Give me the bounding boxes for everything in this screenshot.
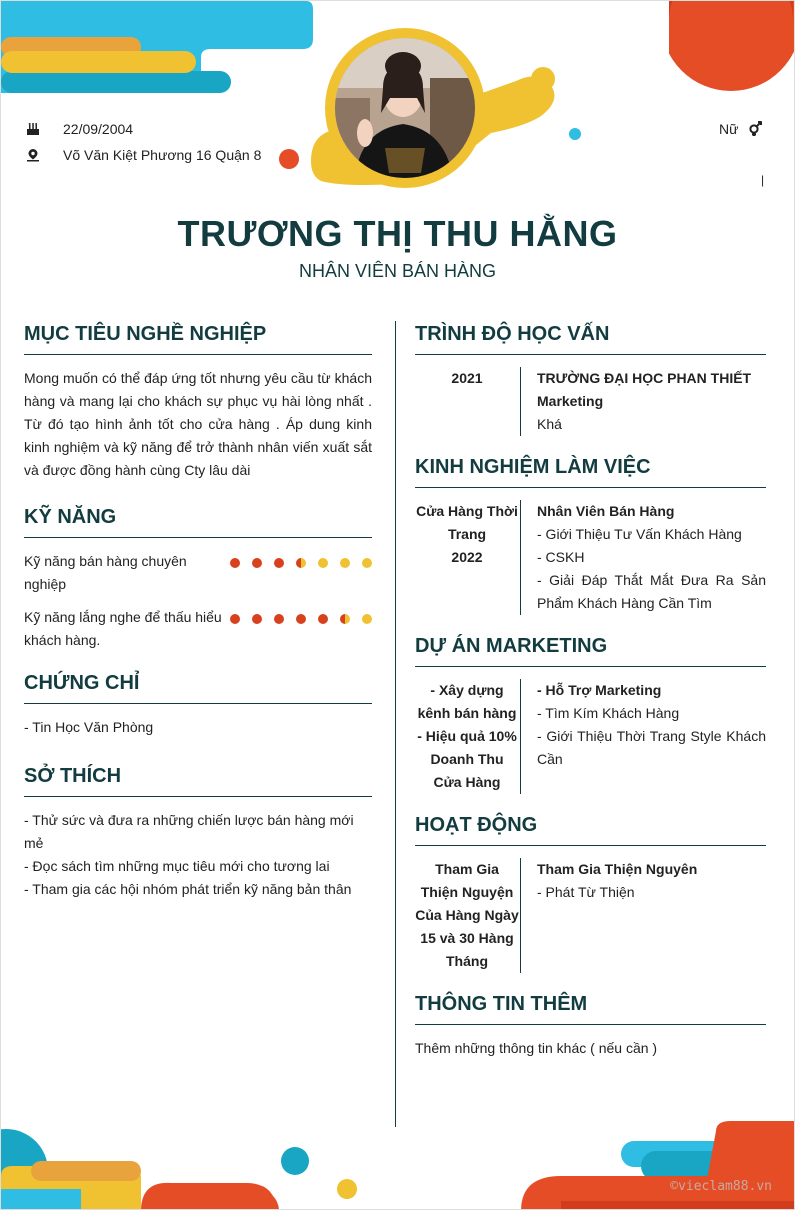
school-name: TRƯỜNG ĐẠI HỌC PHAN THIẾT bbox=[537, 370, 752, 386]
project-left bbox=[415, 679, 519, 794]
section-title: KINH NGHIỆM LÀM VIỆC bbox=[415, 456, 766, 488]
entry-divider bbox=[520, 858, 521, 973]
entry-divider bbox=[520, 500, 521, 615]
skill-label: Kỹ năng lắng nghe để thấu hiểu khách hàng. bbox=[24, 609, 222, 648]
hobbies-section bbox=[24, 765, 372, 901]
rating-dot bbox=[274, 558, 284, 568]
rating-dot bbox=[252, 614, 262, 624]
left-column bbox=[24, 323, 372, 917]
certificates-section bbox=[24, 672, 372, 739]
objective-text: Mong muốn có thể đáp ứng tốt nhưng yêu cầu từ khách hàng và mang lại cho khách sự phục vụ hài lòng nhất . Từ đó tạo hình ảnh tốt cho cửa hàng . Áp dung kinh kinh nghiệm và kỹ năng để trở thành nhân viến xuất sắt và được đồng hành cùng Cty lâu dài bbox=[24, 370, 372, 478]
project-left-line: - Hiệu quả 10% Doanh Thu Cửa Hàng bbox=[417, 728, 517, 790]
rating-dot bbox=[296, 558, 306, 568]
experience-line: - Giới Thiệu Tư Vấn Khách Hàng bbox=[537, 526, 742, 542]
project-line: - Giới Thiệu Thời Trang Style Khách Cần bbox=[537, 728, 766, 767]
experience-line: - Giải Đáp Thắt Mắt Đưa Ra Sản Phẩm Khách Hàng Cần Tìm bbox=[537, 572, 766, 611]
bottom-left-decoration bbox=[1, 1121, 371, 1210]
skill-rating bbox=[230, 606, 372, 652]
gender-value: Nữ bbox=[719, 121, 739, 137]
section-title: CHỨNG CHỈ bbox=[24, 672, 372, 704]
activity-details bbox=[537, 858, 766, 973]
activity-left: Tham Gia Thiện Nguyện Của Hàng Ngày 15 và 30 Hàng Tháng bbox=[415, 861, 519, 969]
rating-dot bbox=[340, 614, 350, 624]
gender-icon bbox=[748, 121, 764, 137]
project-heading: - Hỗ Trợ Marketing bbox=[537, 682, 662, 698]
projects-section bbox=[415, 635, 766, 794]
right-column bbox=[415, 323, 766, 1060]
extra-info-row bbox=[761, 173, 764, 187]
rating-dot bbox=[252, 558, 262, 568]
gender-row bbox=[719, 121, 764, 137]
project-entry bbox=[415, 679, 766, 794]
project-line: - Tìm Kím Khách Hàng bbox=[537, 705, 680, 721]
rating-dot bbox=[362, 558, 372, 568]
position: Nhân Viên Bán Hàng bbox=[537, 503, 675, 519]
education-section bbox=[415, 323, 766, 436]
skills-section bbox=[24, 506, 372, 652]
rating-dot bbox=[230, 614, 240, 624]
person-photo-icon bbox=[335, 38, 475, 178]
rating-dot bbox=[318, 614, 328, 624]
skill-item bbox=[24, 550, 372, 596]
birthday-value: 22/09/2004 bbox=[63, 121, 134, 137]
location-icon bbox=[25, 147, 41, 163]
skill-item bbox=[24, 606, 372, 652]
profile-photo bbox=[325, 28, 485, 188]
birthday-row bbox=[25, 121, 133, 137]
grade: Khá bbox=[537, 416, 562, 432]
certificate-item: - Tin Học Văn Phòng bbox=[24, 719, 154, 735]
watermark: ©vieclam88.vn bbox=[670, 1179, 772, 1194]
candidate-name: TRƯƠNG THỊ THU HẰNG bbox=[177, 213, 618, 254]
hobby-item: - Tham gia các hội nhóm phát triển kỹ năng bản thân bbox=[24, 881, 352, 897]
extra-info-mark: | bbox=[761, 173, 765, 187]
rating-dot bbox=[230, 558, 240, 568]
top-right-decoration bbox=[669, 1, 794, 96]
section-title: SỞ THÍCH bbox=[24, 765, 372, 797]
education-details bbox=[537, 367, 766, 436]
rating-dot bbox=[274, 614, 284, 624]
section-title: KỸ NĂNG bbox=[24, 506, 372, 538]
extra-section bbox=[415, 993, 766, 1060]
company-name: Cửa Hàng Thời Trang bbox=[416, 503, 518, 542]
education-year: 2021 bbox=[451, 370, 483, 386]
extra-text: Thêm những thông tin khác ( nếu cần ) bbox=[415, 1040, 658, 1056]
column-divider bbox=[395, 321, 396, 1127]
section-title: MỤC TIÊU NGHỀ NGHIỆP bbox=[24, 323, 372, 355]
experience-entry bbox=[415, 500, 766, 615]
rating-dot bbox=[318, 558, 328, 568]
hobby-item: - Thử sức và đưa ra những chiến lược bán hàng mới mẻ bbox=[24, 812, 354, 851]
objective-section bbox=[24, 323, 372, 482]
activities-section bbox=[415, 814, 766, 973]
experience-left bbox=[415, 500, 519, 615]
skill-label: Kỹ năng bán hàng chuyên nghiệp bbox=[24, 553, 187, 592]
section-title: DỰ ÁN MARKETING bbox=[415, 635, 766, 667]
rating-dot bbox=[362, 614, 372, 624]
experience-line: - CSKH bbox=[537, 549, 585, 565]
skill-rating bbox=[230, 550, 372, 596]
section-title: TRÌNH ĐỘ HỌC VẤN bbox=[415, 323, 766, 355]
activity-line: - Phát Từ Thiện bbox=[537, 884, 635, 900]
activity-entry bbox=[415, 858, 766, 973]
job-title: NHÂN VIÊN BÁN HÀNG bbox=[298, 261, 497, 281]
project-left-line: - Xây dựng kênh bán hàng bbox=[417, 682, 517, 721]
bottom-right-decoration bbox=[521, 1121, 794, 1210]
experience-section bbox=[415, 456, 766, 615]
section-title: THÔNG TIN THÊM bbox=[415, 993, 766, 1025]
activity-heading: Tham Gia Thiện Nguyên bbox=[537, 861, 698, 877]
hobby-item: - Đọc sách tìm những mục tiêu mới cho tương lai bbox=[24, 858, 330, 874]
entry-divider bbox=[520, 367, 521, 436]
entry-divider bbox=[520, 679, 521, 794]
address-value: Võ Văn Kiệt Phương 16 Quận 8 bbox=[63, 147, 262, 163]
experience-year: 2022 bbox=[451, 549, 483, 565]
address-row bbox=[25, 147, 261, 163]
major: Marketing bbox=[537, 393, 604, 409]
cake-icon bbox=[25, 121, 41, 137]
experience-details bbox=[537, 500, 766, 615]
project-details bbox=[537, 679, 766, 794]
rating-dot bbox=[296, 614, 306, 624]
education-entry bbox=[415, 367, 766, 436]
section-title: HOẠT ĐỘNG bbox=[415, 814, 766, 846]
rating-dot bbox=[340, 558, 350, 568]
